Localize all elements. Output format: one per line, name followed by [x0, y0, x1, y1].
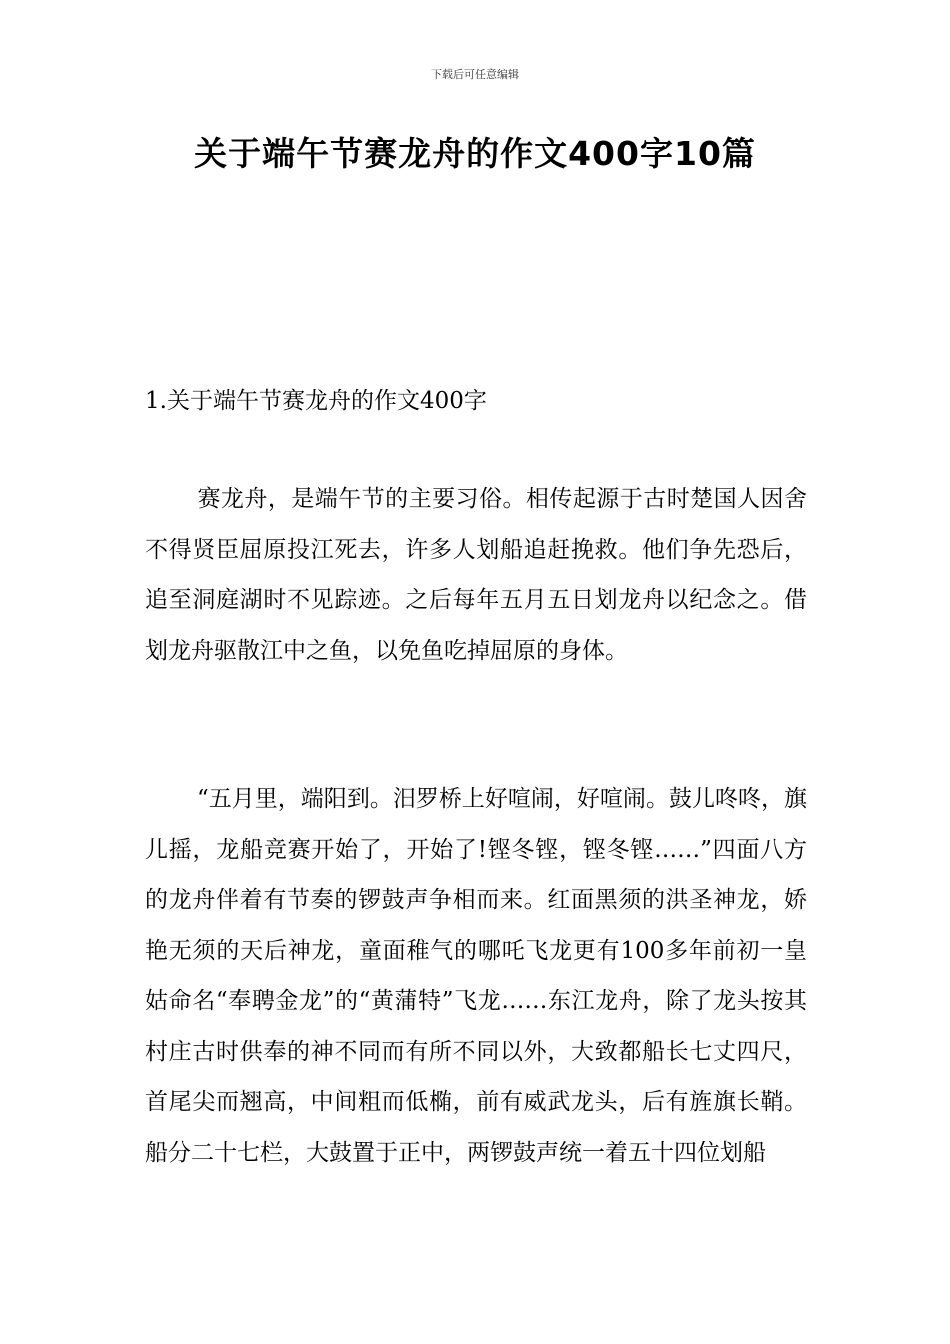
paragraph-1 — [145, 474, 807, 676]
section-heading: 1.关于端午节赛龙舟的作文400字 — [145, 388, 487, 414]
document-title: 关于端午节赛龙舟的作文400字10篇 — [194, 134, 756, 173]
header-note: 下载后可任意编辑 — [431, 68, 519, 81]
paragraph-2-text: “五月里，端阳到。汨罗桥上好喧闹，好喧闹。鼓儿咚咚，旗儿摇，龙船竞赛开始了，开始了!铿冬铿，铿冬铿……”四面八方的龙舟伴着有节奏的锣鼓声争相而来。红面黑须的洪圣神龙，娇艳无须的天后神龙，童面稚气的哪吒飞龙更有100多年前初一皇姑命名“奉聘金龙”的“黄蒲特”飞龙……东江龙舟，除了龙头按其村庄古时供奉的神不同而有所不同以外，大致都船长七丈四尺，首尾尖而翘高，中间粗而低椭，前有威武龙头，后有旌旗长鞘。船分二十七栏，大鼓置于正中，两锣鼓声统一着五十四位划船 — [145, 786, 807, 1166]
paragraph-1-text: 赛龙舟，是端午节的主要习俗。相传起源于古时楚国人因舍不得贤臣屈原投江死去，许多人划船追赶挽救。他们争先恐后，追至洞庭湖时不见踪迹。之后每年五月五日划龙舟以纪念之。借划龙舟驱散江中之鱼，以免鱼吃掉屈原的身体。 — [145, 486, 807, 664]
paragraph-2 — [145, 774, 807, 1178]
